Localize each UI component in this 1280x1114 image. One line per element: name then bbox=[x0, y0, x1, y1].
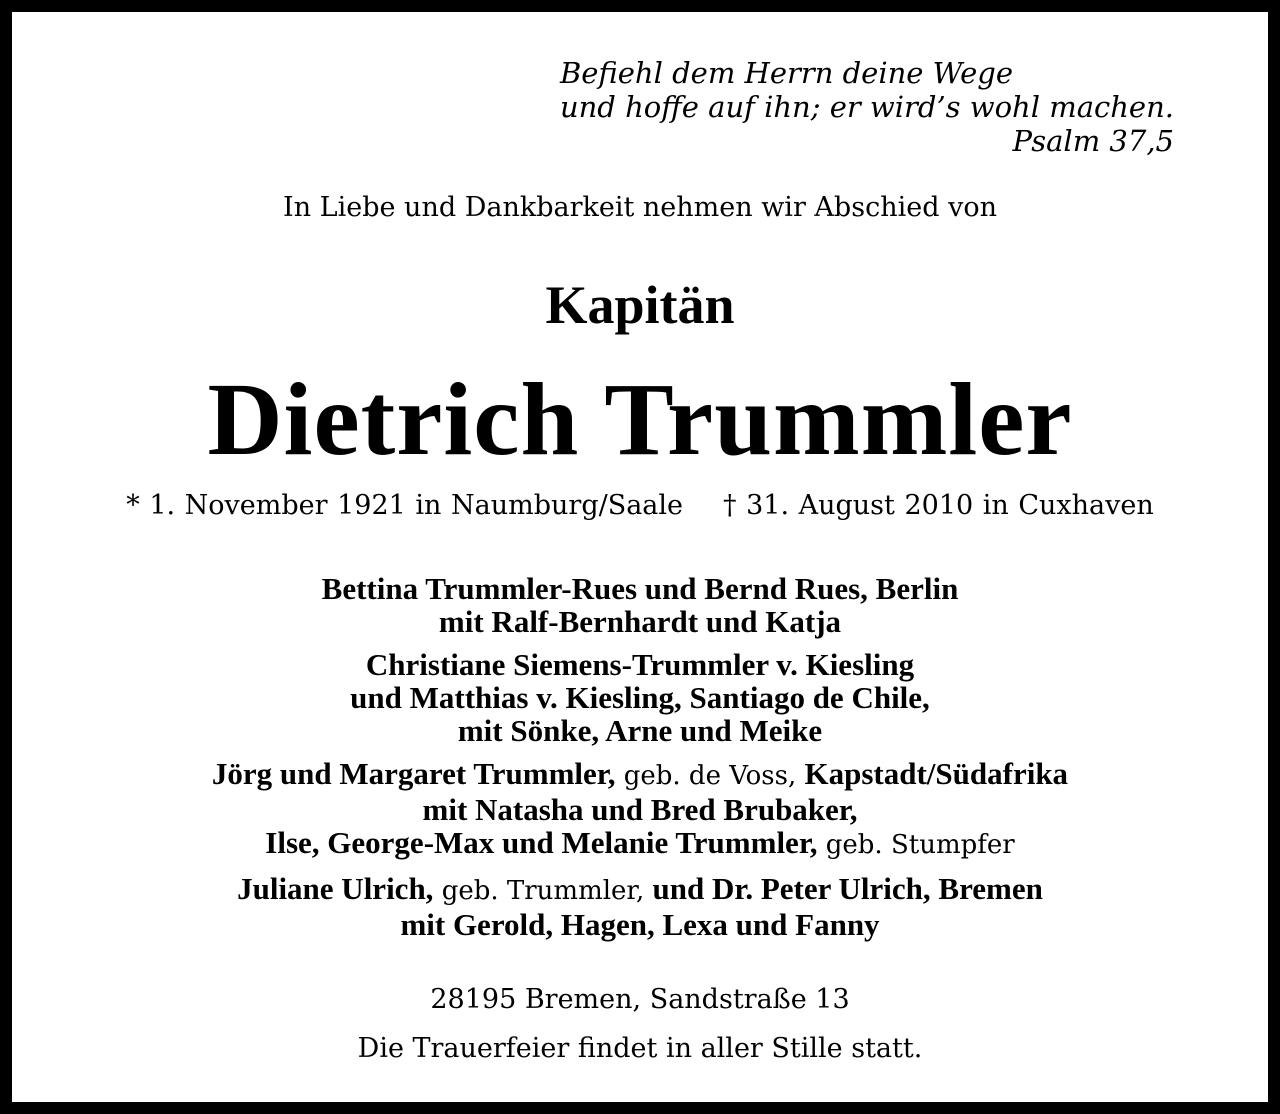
family-line bbox=[12, 757, 1268, 793]
ceremony-note: Die Trauerfeier findet in aller Stille statt. bbox=[357, 1033, 923, 1064]
family-group-1 bbox=[12, 572, 1268, 638]
family-line: mit Ralf-Bernhardt und Katja bbox=[438, 604, 842, 639]
family-name-bold: und Dr. Peter Ulrich, Bremen bbox=[652, 871, 1043, 906]
psalm-line-2: und hoffe auf ihn; er wird’s wohl machen. bbox=[559, 90, 1174, 124]
intro-text: In Liebe und Dankbarkeit nehmen wir Abschied von bbox=[283, 192, 997, 223]
psalm-line-1: Befiehl dem Herrn deine Wege bbox=[559, 56, 1014, 90]
deceased-name: Dietrich Trummler bbox=[207, 362, 1073, 477]
family-line: mit Gerold, Hagen, Lexa und Fanny bbox=[400, 907, 880, 942]
family-line bbox=[12, 826, 1268, 862]
death-date: † 31. August 2010 in Cuxhaven bbox=[723, 490, 1154, 521]
psalm-reference: Psalm 37,5 bbox=[1012, 124, 1174, 158]
family-line: mit Natasha und Bred Brubaker, bbox=[422, 792, 858, 827]
family-line: mit Sönke, Arne und Meike bbox=[457, 713, 823, 748]
family-place: Kapstadt/Südafrika bbox=[804, 756, 1069, 791]
family-list bbox=[12, 572, 1268, 951]
family-name-regular: geb. de Voss, bbox=[615, 761, 805, 791]
family-group-3 bbox=[12, 757, 1268, 862]
family-name-bold: Juliane Ulrich, bbox=[237, 871, 434, 906]
family-line: Bettina Trummler-Rues und Bernd Rues, Berlin bbox=[321, 571, 959, 606]
psalm-quote bbox=[560, 56, 1174, 158]
family-name-regular: geb. Stumpfer bbox=[817, 830, 1015, 860]
family-name-bold: Ilse, George-Max und Melanie Trummler, bbox=[265, 825, 818, 860]
family-line: und Matthias v. Kiesling, Santiago de Chile, bbox=[350, 680, 930, 715]
obituary-notice bbox=[12, 12, 1268, 1102]
birth-date: * 1. November 1921 in Naumburg/Saale bbox=[126, 490, 684, 521]
life-dates bbox=[12, 490, 1268, 521]
family-line: Christiane Siemens-Trummler v. Kiesling bbox=[365, 647, 915, 682]
rank-title: Kapitän bbox=[545, 275, 735, 335]
family-name-regular: geb. Trummler, bbox=[433, 876, 653, 906]
address: 28195 Bremen, Sandstraße 13 bbox=[430, 984, 850, 1015]
family-line bbox=[12, 872, 1268, 908]
family-name-bold: Jörg und Margaret Trummler, bbox=[211, 756, 616, 791]
family-group-4 bbox=[12, 872, 1268, 941]
family-group-2 bbox=[12, 648, 1268, 747]
